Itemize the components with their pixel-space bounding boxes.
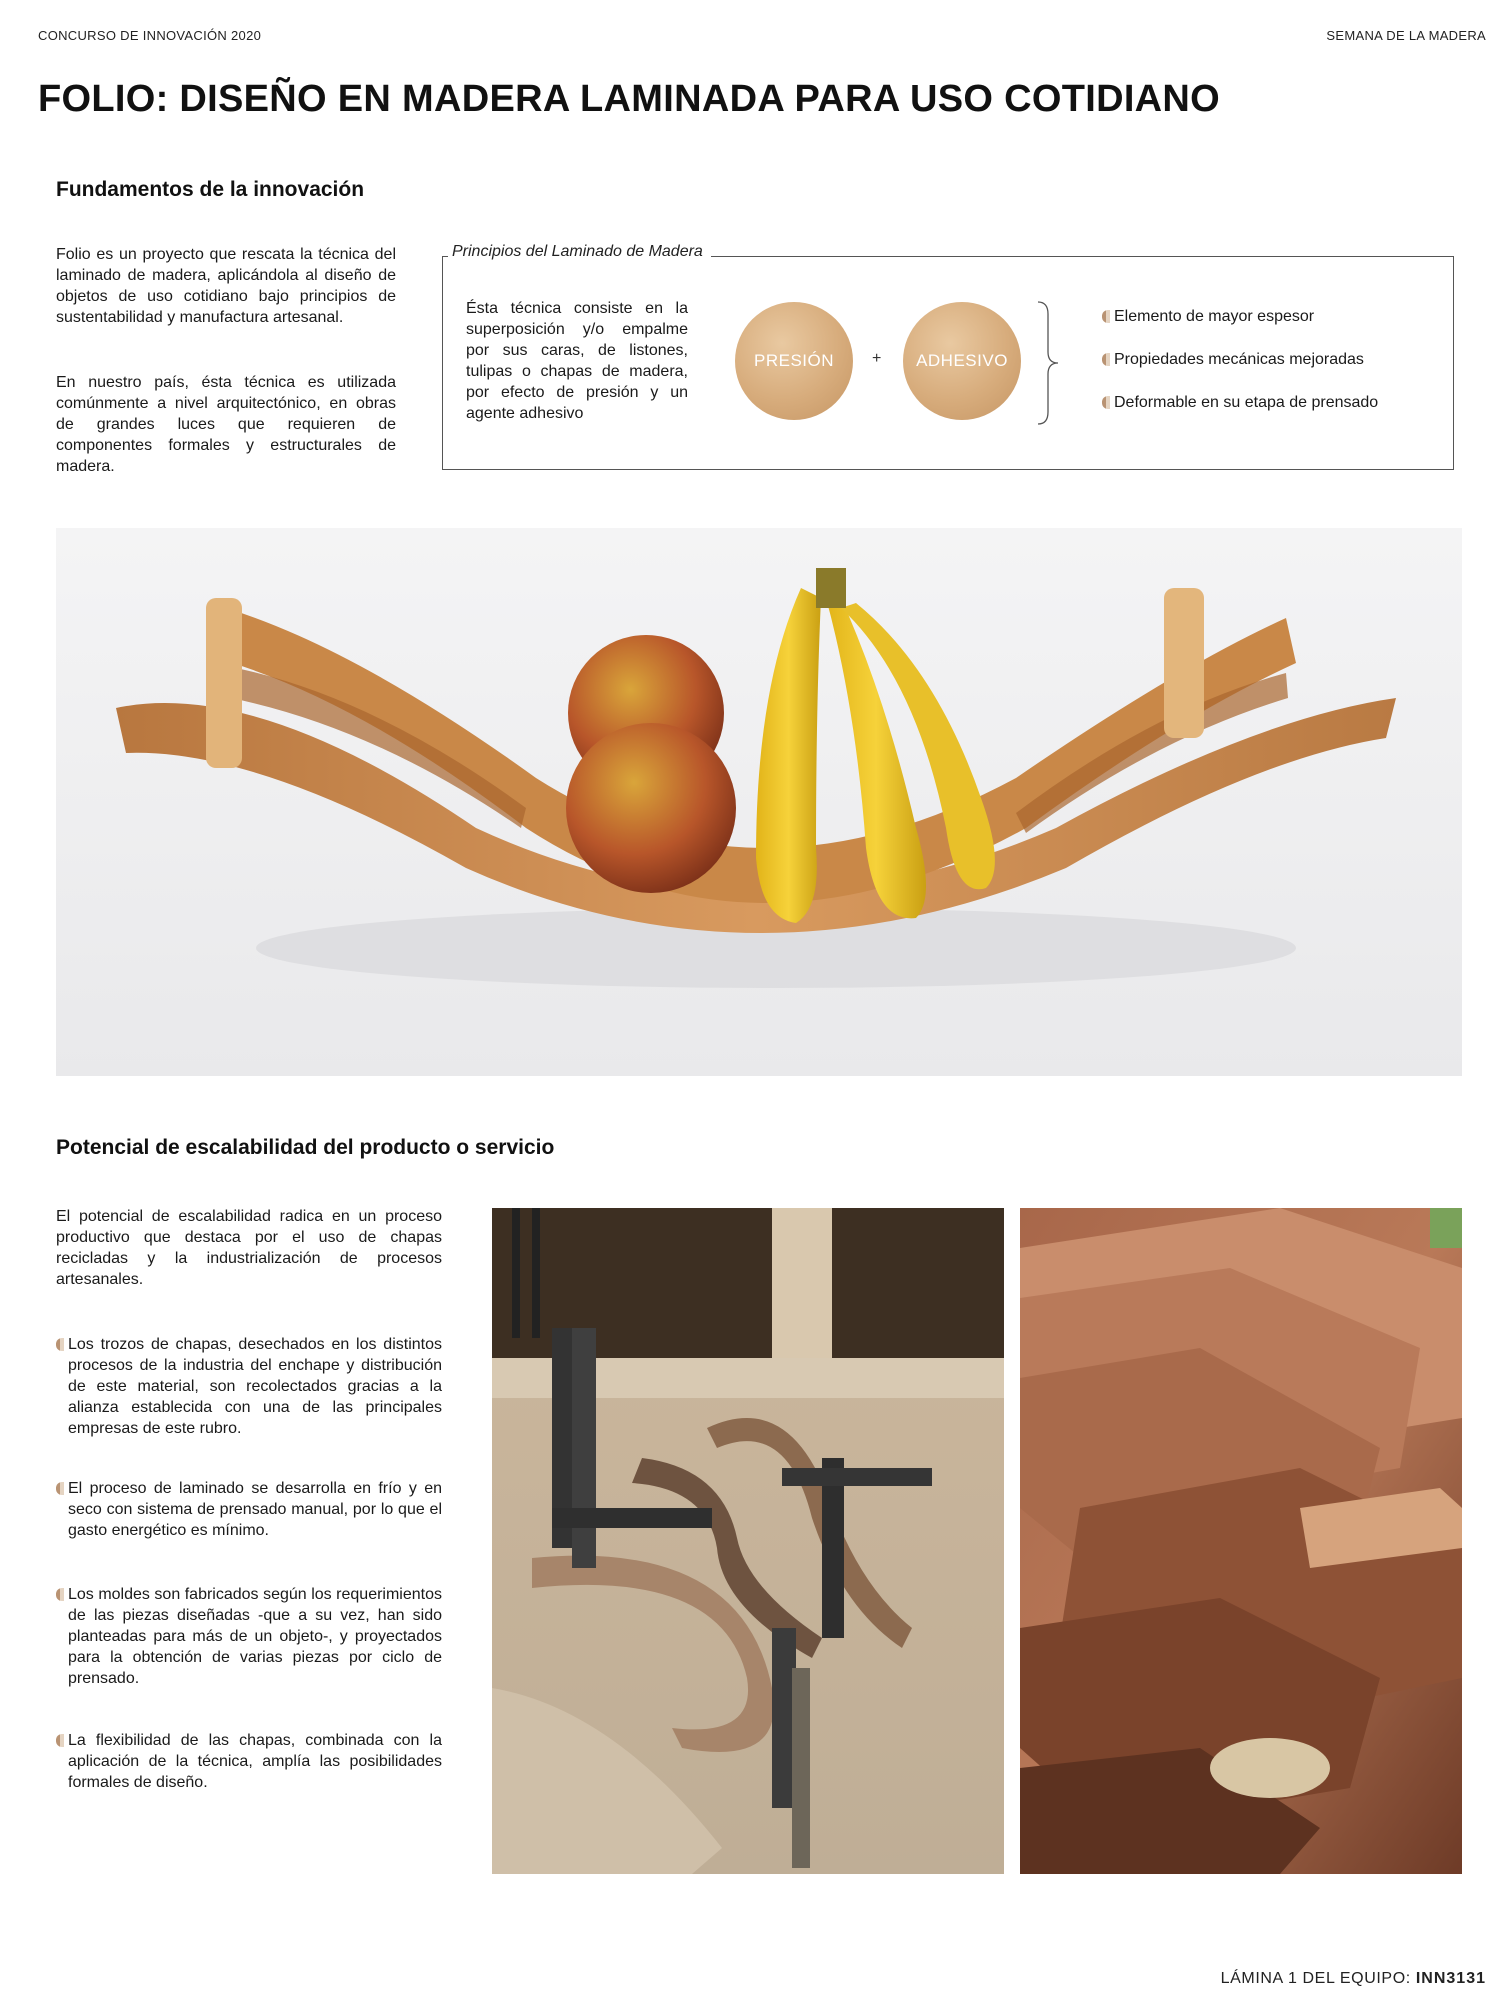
bullet-text: La flexibilidad de las chapas, combinada con la aplicación de la técnica, amplía las posibilidades formales de diseño.	[68, 1732, 442, 1791]
escalabilidad-intro: El potencial de escalabilidad radica en un proceso productivo que destaca por el uso de chapas recicladas y la industrialización de procesos artesanales.	[56, 1208, 442, 1288]
bullet-mark-icon	[1102, 310, 1110, 323]
contest-label: CONCURSO DE INNOVACIÓN 2020	[38, 28, 262, 43]
result-item	[1102, 306, 1442, 327]
brace-icon	[1034, 300, 1064, 426]
fundamentos-paragraph-2: En nuestro país, ésta técnica es utilizada comúnmente a nivel arquitectónico, en obras de grandes luces que requieren de componentes formales y estructurales de madera.	[56, 374, 396, 475]
results-list	[1102, 306, 1442, 413]
workshop-clamps-photo	[492, 1208, 1004, 1874]
bullet-mark-icon	[56, 1588, 64, 1601]
page-title: FOLIO: DISEÑO EN MADERA LAMINADA PARA USO COTIDIANO	[38, 78, 1221, 120]
escalabilidad-bullet	[56, 1478, 442, 1541]
bullet-text: El proceso de laminado se desarrolla en frío y en seco con sistema de prensado manual, por lo que el gasto energético es mínimo.	[68, 1480, 442, 1539]
result-text: Propiedades mecánicas mejoradas	[1114, 351, 1364, 368]
section-title-fundamentos: Fundamentos de la innovación	[56, 178, 365, 201]
event-label: SEMANA DE LA MADERA	[1326, 28, 1486, 43]
plus-sign: +	[872, 350, 882, 367]
pressure-label: PRESIÓN	[753, 351, 835, 370]
bullet-mark-icon	[56, 1482, 64, 1495]
fruit-bowl-photo	[56, 528, 1462, 1076]
adhesive-circle	[903, 302, 1021, 420]
bullet-mark-icon	[56, 1338, 64, 1351]
escalabilidad-bullet	[56, 1334, 442, 1439]
bullet-mark-icon	[56, 1734, 64, 1747]
footer-label	[1221, 1970, 1486, 1988]
result-text: Deformable en su etapa de prensado	[1114, 394, 1379, 411]
escalabilidad-bullet	[56, 1584, 442, 1689]
adhesive-label: ADHESIVO	[916, 351, 1008, 370]
footer-team-id: INN3131	[1415, 1970, 1486, 1987]
result-item	[1102, 392, 1442, 413]
section-title-escalabilidad: Potencial de escalabilidad del producto o servicio	[56, 1136, 555, 1159]
principles-legend: Principios del Laminado de Madera	[448, 243, 711, 261]
result-item	[1102, 349, 1442, 370]
footer-sheet-text: LÁMINA 1 DEL EQUIPO:	[1220, 1970, 1411, 1987]
result-text: Elemento de mayor espesor	[1114, 308, 1315, 325]
principles-description: Ésta técnica consiste en la superposición y/o empalme por sus caras, de listones, tulipas o chapas de madera, por efecto de presión y un agente adhesivo	[466, 300, 688, 422]
fundamentos-paragraph-1: Folio es un proyecto que rescata la técnica del laminado de madera, aplicándola al diseño de objetos de uso cotidiano bajo principios de sustentabilidad y manufactura artesanal.	[56, 246, 396, 326]
bullet-mark-icon	[1102, 396, 1110, 409]
bullet-text: Los moldes son fabricados según los requerimientos de las piezas diseñadas -que a su vez, han sido planteadas para más de un objeto-, y proyectados para la obtención de varias piezas por ciclo de prensado.	[68, 1586, 442, 1687]
escalabilidad-bullet	[56, 1730, 442, 1793]
veneer-sheets-photo	[1020, 1208, 1462, 1874]
pressure-circle	[735, 302, 853, 420]
bullet-mark-icon	[1102, 353, 1110, 366]
bullet-text: Los trozos de chapas, desechados en los distintos procesos de la industria del enchape y distribución de este material, son recolectados gracias a la alianza establecida con una de las principales empresas de este rubro.	[68, 1336, 442, 1437]
